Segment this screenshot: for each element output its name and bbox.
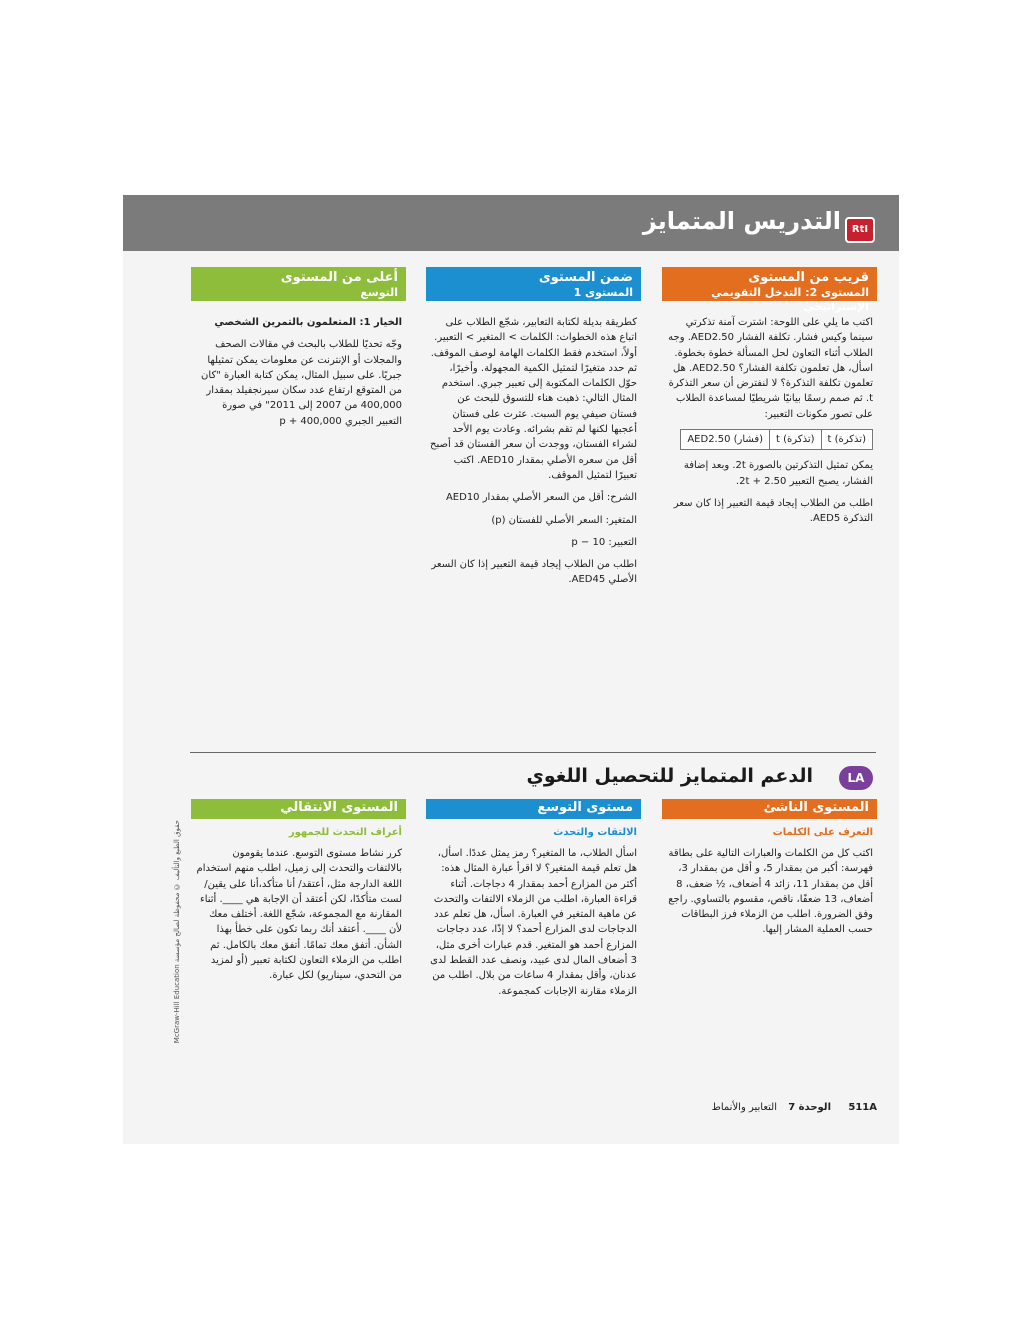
section-divider xyxy=(190,752,876,753)
la-col-expanding xyxy=(426,799,641,999)
bar-model-table xyxy=(680,429,873,450)
bar-cell-ticket: t (تذكرة) xyxy=(821,430,872,450)
la-col-subtitle: التعرف على الكلمات xyxy=(772,827,873,838)
paragraph: اطلب من الطلاب إيجاد قيمة التعبير إذا كان السعر الأصلي AED45. xyxy=(431,559,637,586)
la-badge: LA xyxy=(839,766,873,790)
paragraph: يمكن تمثيل التذكرتين بالصورة 2t. وبعد إضافة الفشار، يصبح التعبير 2t + 2.50. xyxy=(683,460,873,487)
option-title: الخيار 1: المتعلمون بالتمرين الشخصي xyxy=(214,317,402,328)
paragraph: وجّه تحديًا للطلاب بالبحث في مقالات الصحف والمجلات أو الإنترنت عن معلومات يمكن تمثيلها جبريًا. على سبيل المثال، يمكن كتابة العبارة "كان من المتوقع ارتفاع عدد سكان سيرنجفيلد بمقدار 400,000 من 2007 إلى 2011" في صورة التعبير الجبري p + 400,000 xyxy=(201,339,402,427)
col-header xyxy=(191,267,406,301)
col-body xyxy=(662,301,877,527)
la-col-body: اسأل الطلاب، ما المتغير؟ رمز يمثل عددًا. اسأل، هل تعلم قيمة المتغير؟ لا اقرأ عبارة المثال هذه: أكثر من المزارع أحمد بمقدار 4 دجاجات. أثناء قراءة العبارة، اطلب من الزملاء الالتفات والتحدث عن ماهية المتغير في العبارة. اسأل، هل تعلم عدد الدجاجات لدى المزارع أحمد؟ لا إذًا، عدد دجاجات المزارع أحمد هو المتغير. قدم عبارات أخرى مثل، 3 أضعاف المال لدى عبيد، ونصف عدد القطط لدى عدنان، وأقل بمقدار 4 ساعات من بلال. اطلب من الزملاء مقارنة الإجابات كمجموعة. xyxy=(430,848,637,997)
col-header xyxy=(662,267,877,313)
la-col-body: كرر نشاط مستوى التوسع. عندما يقومون بالالتفات والتحدث إلى زميل، اطلب منهم استخدام اللغة الدارجة مثل، أعتقد/ أنا متأكد،أنا على يقين/لست متأكدًا، لكن أعتقد أن الإجابة هي ____. أثناء المقارنة مع المجموعة، شجّع اللغة. أختلف معك لأن ____. أعتقد أنك ربما تكون على خطأ بهذا الشأن. أتفق معك تمامًا. أتفق معك بالكامل. ثم اطلب من الزملاء التعاون لكتابة تعبير (أو لمزيد من التحدي، سيناريو) لكل عبارة. xyxy=(196,848,402,982)
page xyxy=(123,195,899,1144)
col-body xyxy=(426,301,641,588)
banner xyxy=(123,195,899,251)
col-header-title: أعلى من المستوى xyxy=(280,270,398,285)
page-title: التدريس المتمايز xyxy=(642,207,841,235)
col-beyond-level xyxy=(191,267,406,436)
unit-label: الوحدة 7 xyxy=(788,1102,831,1113)
col-body xyxy=(191,301,406,429)
copyright-side-text: حقوق الطبع والتأليف © محفوظة لصالح مؤسسة McGraw-Hill Education xyxy=(173,820,181,1044)
rti-badge: RtI xyxy=(845,217,875,243)
col-header-title: ضمن المستوى xyxy=(538,270,633,285)
col-header-subtitle: المستوى 1 xyxy=(573,286,633,299)
page-number: 511A xyxy=(848,1102,877,1113)
col-header-subtitle: المستوى 2: التدخل التقويمي الإستراتيجي xyxy=(711,286,869,313)
paragraph: كطريقة بديلة لكتابة التعابير، شجّع الطلاب على اتباع هذه الخطوات: الكلمات > المتغير > التعبير. أولاً، استخدم فقط الكلمات الهامة لوصف الموقف. ثم حدد متغيرًا لتمثيل الكمية المجهولة. وأخيرًا، حوّل الكلمات المكتوبة إلى تعبير جبري. استخدم المثال التالي: ذهبت هناء للتسوق للبحث عن فستان صيفي يوم السبت. عثرت على فستان أعجبها لكنها لم تقم بشرائه. وعادت يوم الأحد لشراء الفستان، ووجدت أن سعر الفستان قد أصبح أقل من سعره الأصلي بمقدار AED10. اكتب تعبيرًا لتمثيل الموقف. xyxy=(430,317,637,481)
paragraph: اطلب من الطلاب إيجاد قيمة التعبير إذا كان سعر التذكرة AED5. xyxy=(673,497,873,525)
bar-cell-popcorn: AED2.50 (فشار) xyxy=(681,430,770,450)
col-header-title: قريب من المستوى xyxy=(748,270,869,285)
paragraph: التعبير: p − 10 xyxy=(571,536,637,548)
la-section-title: الدعم المتمايز للتحصيل اللغوي xyxy=(526,765,813,787)
bar-cell-ticket: t (تذكرة) xyxy=(770,430,821,450)
la-col-subtitle: الالتقات والتحدث xyxy=(553,827,637,838)
la-col-header: مستوى التوسع xyxy=(426,799,641,819)
col-header xyxy=(426,267,641,301)
col-approaching xyxy=(662,267,877,534)
la-col-subtitle: أعراف التحدث للجمهور xyxy=(288,827,402,838)
la-col-header: المستوى الانتقالي xyxy=(191,799,406,819)
paragraph: الشرح: أقل من السعر الأصلي بمقدار AED10 xyxy=(445,492,637,504)
la-col-body: اكتب كل من الكلمات والعبارات التالية على بطاقة فهرسة: أكبر من بمقدار 5، و أقل من بمقدار 3، أقل من بمقدار 11، زائد 4 أضعاف، ½ ضعف، 8 أضعاف، 13 ضعفًا، ناقص، مقسوم بالتساوي. راجع وفق الضرورة. اطلب من الزملاء فرز البطاقات حسب العملية المشار إليها. xyxy=(668,848,873,936)
unit-title: التعابير والأنماط xyxy=(711,1102,777,1113)
la-col-header: المستوى الناشئ xyxy=(662,799,877,819)
la-col-emerging xyxy=(662,799,877,938)
la-col-bridging xyxy=(191,799,406,984)
paragraph: المتغير: السعر الأصلي للفستان (p) xyxy=(491,514,637,526)
paragraph: اكتب ما يلي على اللوحة: اشترت آمنة تذكرتي سينما وكيس فشار. تكلفة الفشار AED2.50. وجه الطلاب أثناء التعاون لحل المسألة خطوة بخطوة. اسأل، هل تعلمون تكلفة الفشار؟ AED2.50. هل تعلمون تكلفة التذكرة؟ لا لنفترض أن سعر التذكرة t. ثم صمم رسمًا بيانيًا شريطيًا لمساعدة الطلاب على تصور مكونات التعبير: xyxy=(668,317,873,420)
col-on-level xyxy=(426,267,641,595)
col-header-subtitle: التوسع xyxy=(360,286,398,299)
